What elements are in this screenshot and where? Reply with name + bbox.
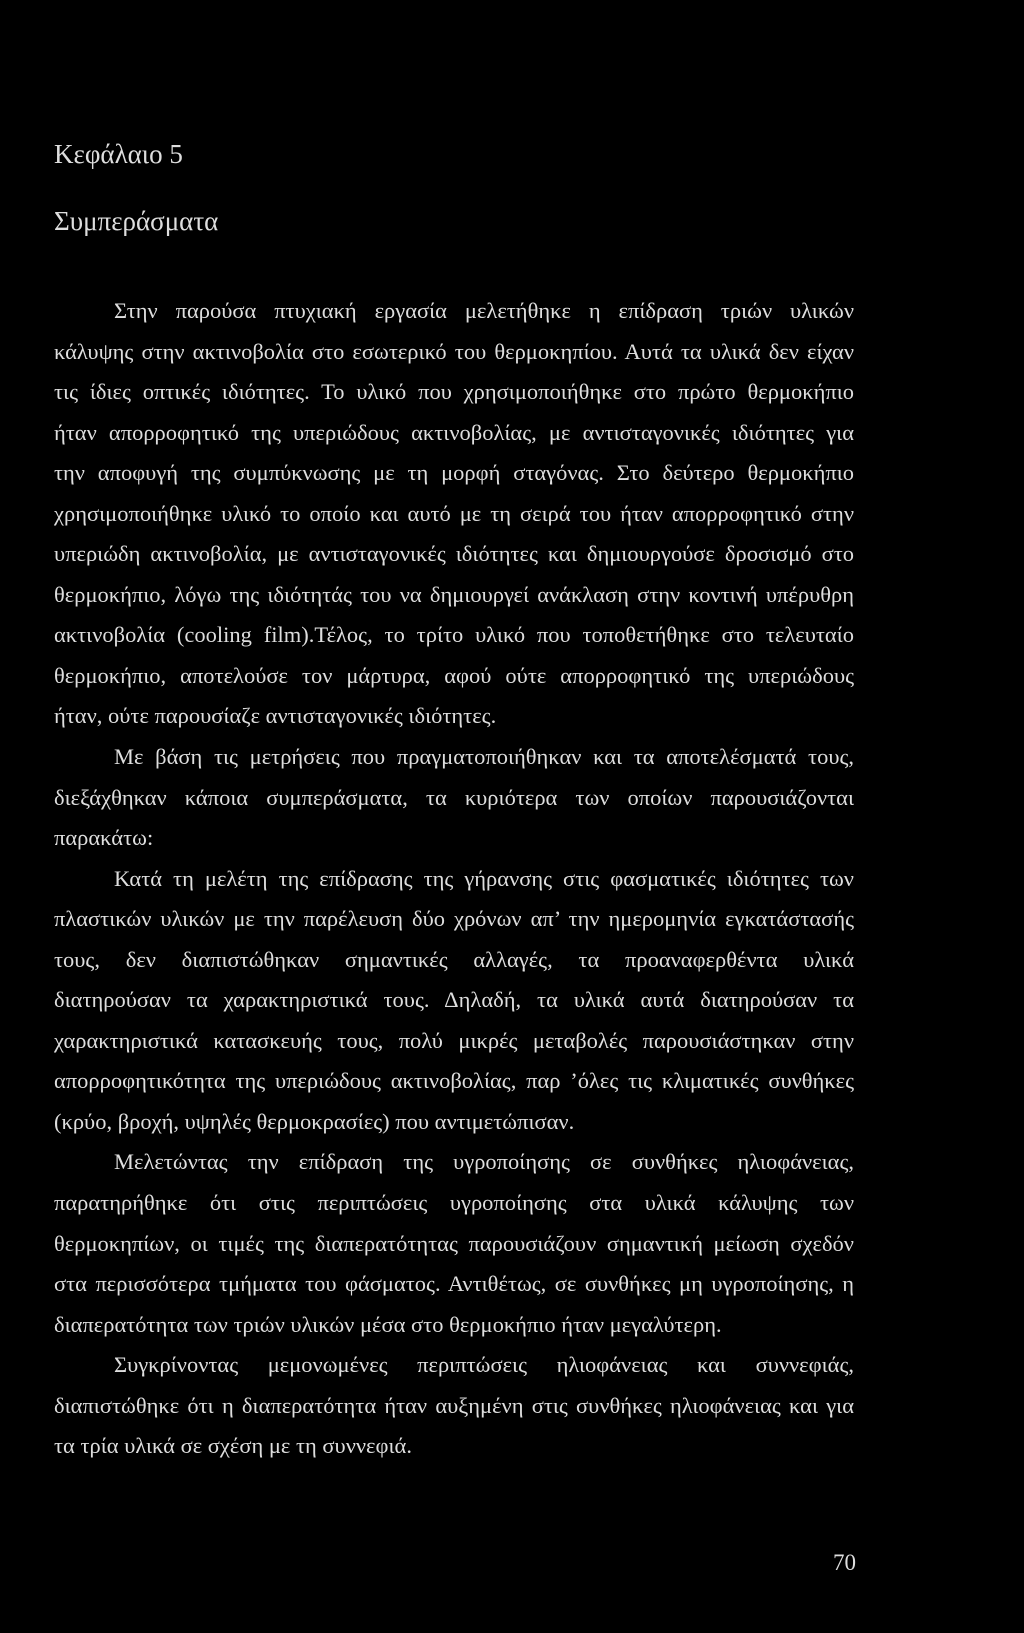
paragraph [54,859,854,1143]
paragraph [54,737,854,859]
text-line: τα τρία υλικά σε σχέση με τη συννεφιά. [54,1433,412,1459]
text-line: (κρύο, βροχή, υψηλές θερμοκρασίες) που αντιμετώπισαν. [54,1108,575,1134]
text-line: Κατά τη μελέτη της επίδρασης της γήρανσης στις φασματικές ιδιότητες των [114,865,854,891]
text-line: πλαστικών υλικών με την παρέλευση δύο χρόνων απ’ την ημερομηνία εγκατάστασής [54,906,854,932]
page-number: 70 [833,1550,856,1575]
text-line: υπεριώδη ακτινοβολία, με αντισταγονικές ιδιότητες και δημιουργούσε δροσισμό στο [54,541,854,567]
text-line: χαρακτηριστικά κατασκευής τους, πολύ μικρές μεταβολές παρουσιάστηκαν στην [54,1027,854,1053]
text-line: διαπερατότητα των τριών υλικών μέσα στο θερμοκήπιο ήταν μεγαλύτερη. [54,1311,722,1337]
text-line: Συγκρίνοντας μεμονωμένες περιπτώσεις ηλιοφάνειας και συννεφιάς, [114,1352,854,1378]
section-title: Συμπεράσματα [54,206,219,236]
text-line: διατηρούσαν τα χαρακτηριστικά τους. Δηλαδή, τα υλικά αυτά διατηρούσαν τα [54,987,854,1013]
paragraph [54,1142,854,1345]
text-line: τους, δεν διαπιστώθηκαν σημαντικές αλλαγές, τα προαναφερθέντα υλικά [54,946,854,972]
text-line: στα περισσότερα τμήματα του φάσματος. Αντιθέτως, σε συνθήκες μη υγροποίησης, η [54,1271,854,1297]
text-line: τις ίδιες οπτικές ιδιότητες. Το υλικό που χρησιμοποιήθηκε στο πρώτο θερμοκήπιο [54,379,854,405]
text-line: την αποφυγή της συμπύκνωσης με τη μορφή σταγόνας. Στο δεύτερο θερμοκήπιο [54,460,854,486]
text-line: θερμοκηπίων, οι τιμές της διαπερατότητας παρουσιάζουν σημαντική μείωση σχεδόν [54,1230,854,1256]
text-line: κάλυψης στην ακτινοβολία στο εσωτερικό του θερμοκηπίου. Αυτά τα υλικά δεν είχαν [54,338,854,364]
text-line: θερμοκήπιο, λόγω της ιδιότητάς του να δημιουργεί ανάκλαση στην κοντινή υπέρυθρη [54,581,854,607]
body-text [54,291,854,1467]
text-line: ήταν απορροφητικό της υπεριώδους ακτινοβολίας, με αντισταγονικές ιδιότητες για [54,419,854,445]
text-line: χρησιμοποιήθηκε υλικό το οποίο και αυτό με τη σειρά του ήταν απορροφητικό στην [54,500,854,526]
paragraph [54,1345,854,1467]
text-line: παρακάτω: [54,825,154,851]
text-line: παρατηρήθηκε ότι στις περιπτώσεις υγροποίησης στα υλικά κάλυψης των [54,1190,854,1216]
text-line: απορροφητικότητα της υπεριώδους ακτινοβολίας, παρ ’όλες τις κλιματικές συνθήκες [54,1068,854,1094]
paragraph [54,291,854,737]
text-line: ήταν, ούτε παρουσίαζε αντισταγονικές ιδιότητες. [54,703,497,729]
text-line: διαπιστώθηκε ότι η διαπερατότητα ήταν αυξημένη στις συνθήκες ηλιοφάνειας και για [54,1392,854,1418]
chapter-label: Κεφάλαιο 5 [54,139,183,169]
text-line: θερμοκήπιο, αποτελούσε τον μάρτυρα, αφού ούτε απορροφητικό της υπεριώδους [54,662,854,688]
text-line: Με βάση τις μετρήσεις που πραγματοποιήθηκαν και τα αποτελέσματά τους, [114,744,854,770]
text-line: Μελετώντας την επίδραση της υγροποίησης σε συνθήκες ηλιοφάνειας, [114,1149,854,1175]
text-line: ακτινοβολία (cooling film).Τέλος, το τρίτο υλικό που τοποθετήθηκε στο τελευταίο [54,622,854,648]
text-line: διεξάχθηκαν κάποια συμπεράσματα, τα κυριότερα των οποίων παρουσιάζονται [54,784,854,810]
text-line: Στην παρούσα πτυχιακή εργασία μελετήθηκε η επίδραση τριών υλικών [114,298,854,323]
